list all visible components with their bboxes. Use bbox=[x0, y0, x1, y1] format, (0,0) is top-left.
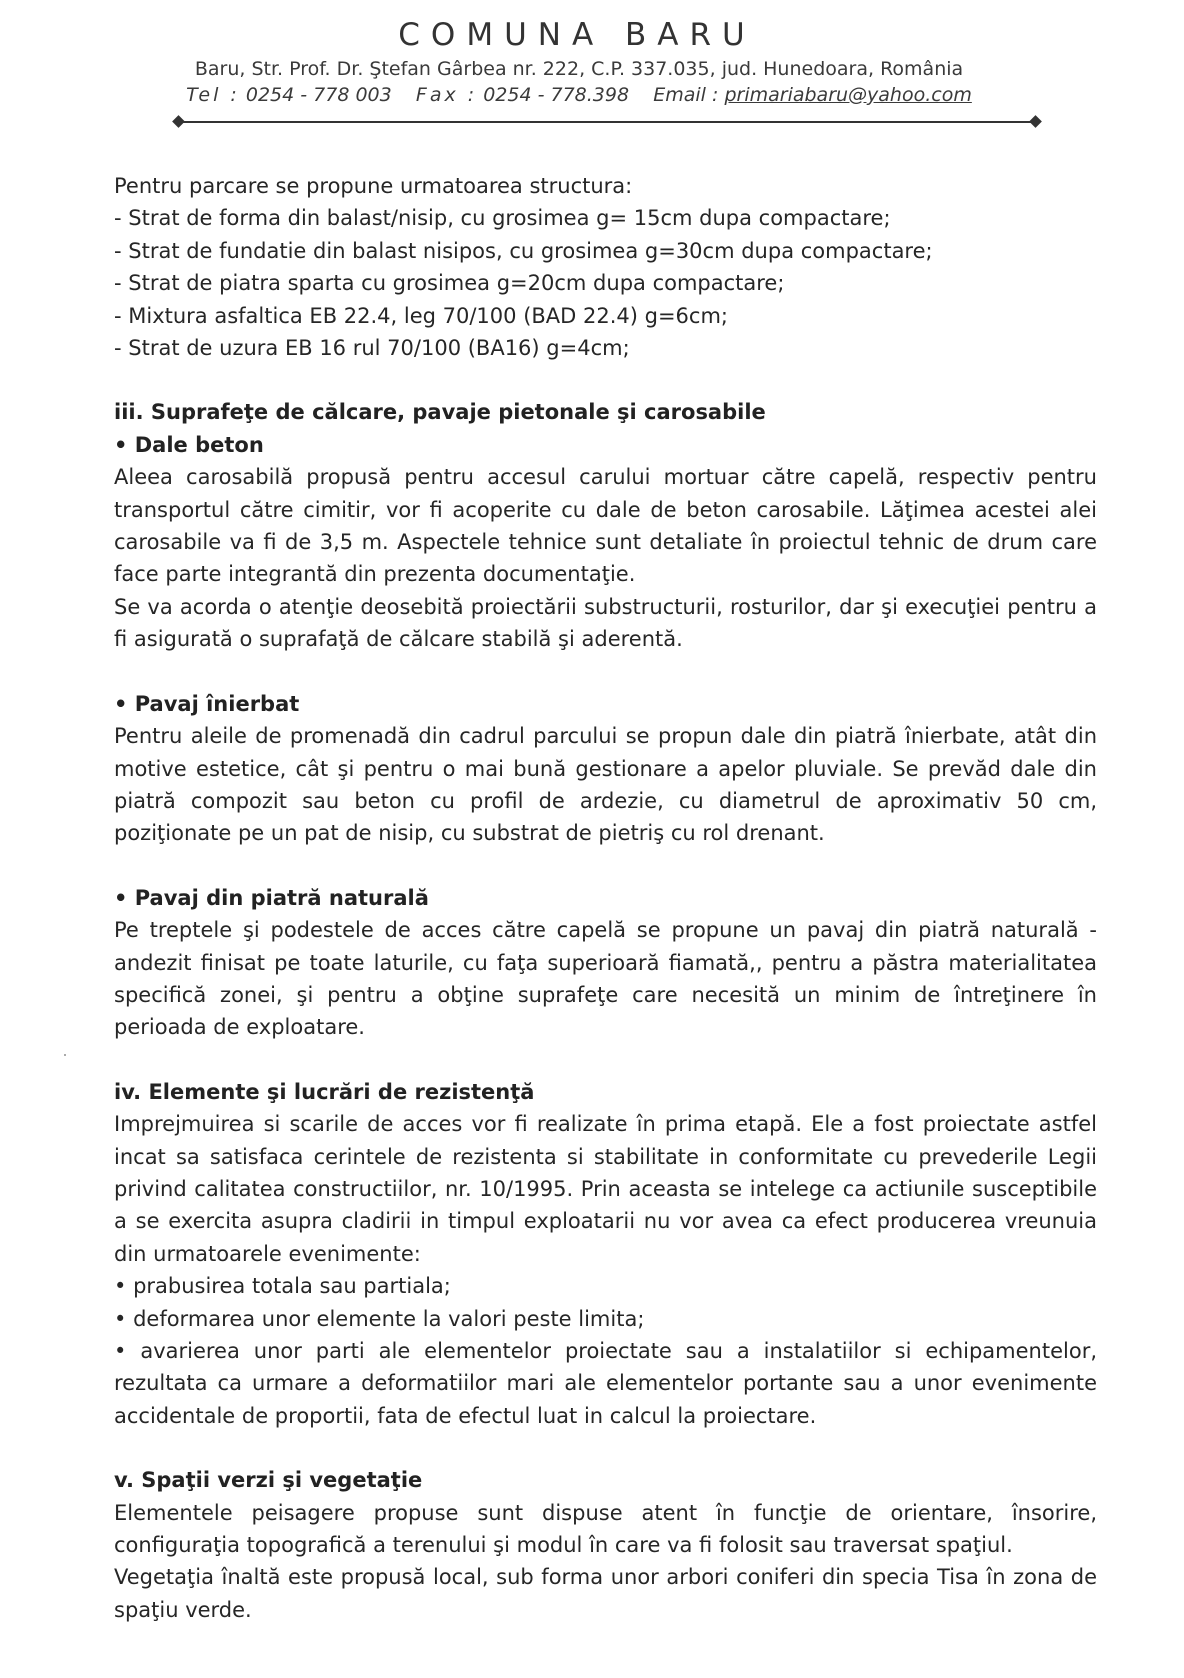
parking-layer: - Strat de uzura EB 16 rul 70/100 (BA16) g=4cm; bbox=[114, 336, 630, 361]
scan-speck bbox=[64, 1054, 66, 1056]
pavaj-inierbat-title: • Pavaj înierbat bbox=[114, 688, 1097, 720]
parking-layer: - Strat de fundatie din balast nisipos, cu grosimea g=30cm dupa compactare; bbox=[114, 238, 933, 263]
list-item: • prabusirea totala sau partiala; bbox=[114, 1270, 1097, 1302]
spacer bbox=[114, 364, 1097, 396]
tel-label: Tel : bbox=[186, 84, 240, 106]
email-link[interactable]: primariabaru@yahoo.com bbox=[724, 84, 972, 106]
pavaj-natural-paragraph: Pe treptele şi podestele de acces către capelă se propune un pavaj din piatră naturală - andezit finisat pe toate laturile, cu faţa superioară fiamată,, pentru a păstra materialitatea specifică zonei, şi pentru a obţine suprafeţe care necesită un minim de întreţinere în perioada de exploatare. bbox=[114, 918, 1097, 1040]
section-iv-paragraph: Imprejmuirea si scarile de acces vor fi realizate în prima etapă. Ele a fost proiectate astfel incat sa satisfaca cerintele de rezistenta si stabilitate in conformitate cu prevederile Legii privind calitatea constructiilor, nr. 10/1995. Prin aceasta se intelege ca actiunile susceptibile a se exercita asupra cladirii in timpul exploatarii nu vor avea ca efect producerea vreunuia din urmatoarele evenimente: bbox=[114, 1112, 1097, 1266]
dale-beton-title: • Dale beton bbox=[114, 429, 1097, 461]
commune-title: COMUNA BARU bbox=[398, 17, 756, 53]
document-body bbox=[114, 170, 1097, 1626]
list-item: • avarierea unor parti ale elementelor proiectate sau a instalatiilor si echipamentelor, rezultata ca urmare a deformatiilor mari ale elementelor portante sau a unor evenimente accidentale de proportii, fata de efectul luat in calcul la proiectare. bbox=[114, 1335, 1097, 1432]
dale-beton-paragraph: Aleea carosabilă propusă pentru accesul carului mortuar către capelă, respectiv pentru transportul către cimitir, vor fi acoperite cu dale de beton carosabile. Lăţimea acestei alei carosabile va fi de 3,5 m. Aspectele tehnice sunt detaliate în proiectul tehnic de drum care face parte integrantă din prezenta documentaţie. bbox=[114, 465, 1097, 587]
fax-label: Fax : bbox=[415, 84, 478, 106]
dale-beton-paragraph-2: Se va acorda o atenţie deosebită proiectării substructurii, rosturilor, dar şi execuţiei pentru a fi asigurată o suprafaţă de călcare stabilă şi aderentă. bbox=[114, 594, 1097, 652]
spacer bbox=[114, 850, 1097, 882]
parking-layer: - Mixtura asfaltica EB 22.4, leg 70/100 (BAD 22.4) g=6cm; bbox=[114, 303, 728, 328]
parking-intro: Pentru parcare se propune urmatoarea structura: bbox=[114, 174, 633, 198]
email-label: Email : bbox=[653, 84, 719, 106]
divider-diamond-left bbox=[172, 115, 185, 128]
spacer bbox=[114, 1044, 1097, 1076]
section-v-heading: v. Spaţii verzi şi vegetaţie bbox=[114, 1468, 423, 1493]
section-v-paragraph-2: Vegetaţia înaltă este propusă local, sub forma unor arbori coniferi din specia Tisa în zona de spaţiu verde. bbox=[114, 1565, 1097, 1622]
pavaj-natural-title: • Pavaj din piatră naturală bbox=[114, 882, 1097, 914]
list-item: • deformarea unor elemente la valori peste limita; bbox=[114, 1303, 1097, 1335]
pavaj-inierbat-paragraph: Pentru aleile de promenadă din cadrul parcului se propun dale din piatră înierbate, atât din motive estetice, cât şi pentru o mai bună gestionare a apelor pluviale. Se prevăd dale din piatră compozit sau beton cu profil de ardezie, cu diametrul de aproximativ 50 cm, poziţionate pe un pat de nisip, cu substrat de pietriş cu rol drenant. bbox=[114, 724, 1097, 846]
section-iii-heading: iii. Suprafeţe de călcare, pavaje pietonale şi carosabile bbox=[114, 400, 766, 425]
tel-number: 0254 - 778 003 bbox=[245, 84, 392, 106]
parking-layer: - Strat de piatra sparta cu grosimea g=20cm dupa compactare; bbox=[114, 271, 785, 296]
section-iv-heading: iv. Elemente şi lucrări de rezistenţă bbox=[114, 1079, 535, 1104]
commune-address: Baru, Str. Prof. Dr. Ştefan Gârbea nr. 222, C.P. 337.035, jud. Hunedoara, România bbox=[194, 58, 964, 80]
parking-layer: - Strat de forma din balast/nisip, cu grosimea g= 15cm dupa compactare; bbox=[114, 206, 891, 231]
spacer bbox=[114, 656, 1097, 688]
letterhead bbox=[0, 18, 1184, 108]
section-v-paragraph: Elementele peisagere propuse sunt dispuse atent în funcţie de orientare, însorire, configuraţia topografică a terenului şi modul în care va fi folosit sau traversat spaţiul. bbox=[114, 1500, 1097, 1558]
spacer bbox=[114, 1432, 1097, 1464]
header-divider bbox=[178, 121, 1036, 123]
fax-number: 0254 - 778.398 bbox=[483, 84, 630, 106]
contact-line bbox=[0, 82, 1184, 108]
divider-diamond-right bbox=[1029, 115, 1042, 128]
